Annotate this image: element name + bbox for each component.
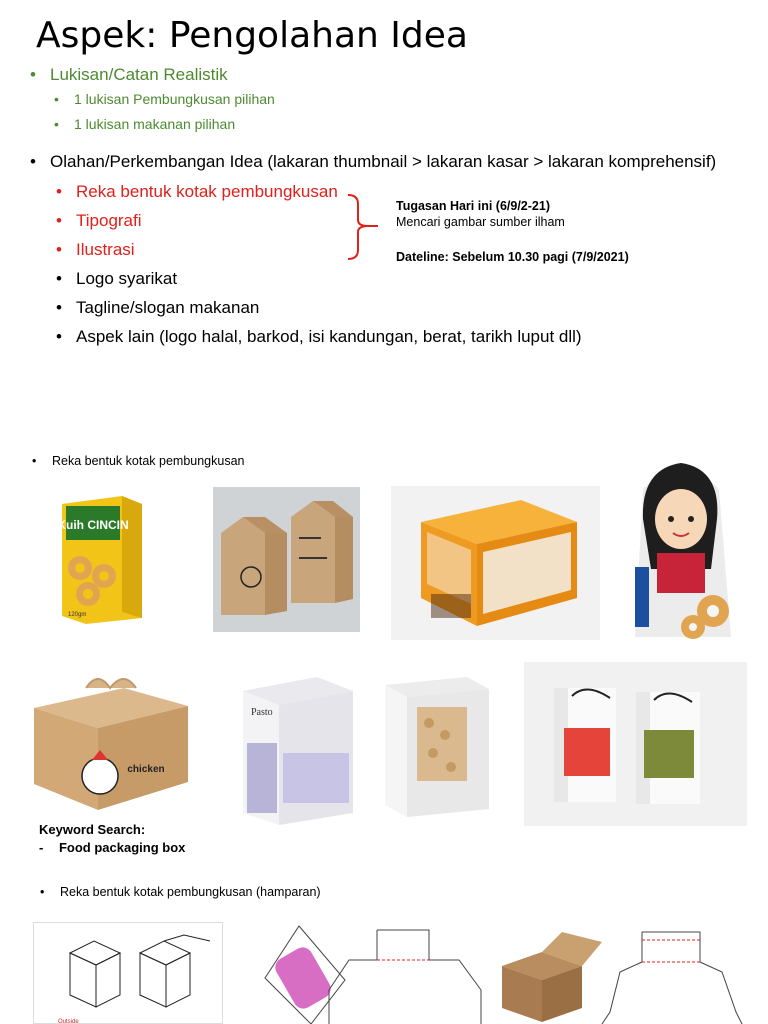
title-prefix: Aspek:	[36, 15, 169, 56]
section2-item: • Tipografi	[56, 211, 142, 230]
section1-item: • 1 lukisan makanan pilihan	[54, 116, 236, 132]
product-image-cake-box	[391, 486, 600, 640]
section2-item: • Aspek lain (logo halal, barkod, isi kandungan, berat, tarikh luput dll)	[56, 327, 582, 346]
template-image-box-net	[33, 922, 223, 1024]
title-main: Pengolahan Idea	[168, 15, 468, 56]
section1-heading: • Lukisan/Catan Realistik	[30, 65, 228, 84]
gallery-heading: • Reka bentuk kotak pembungkusan	[32, 454, 245, 468]
product1-weight: 120gm	[68, 612, 87, 618]
section2-item-text: Tipografi	[76, 211, 142, 230]
section1-item: • 1 lukisan Pembungkusan pilihan	[54, 91, 275, 107]
section2-item-text: Logo syarikat	[76, 269, 178, 288]
note-task: Tugasan Hari ini (6/9/2-21)	[396, 199, 550, 213]
product1-brand: Kuih CINCIN	[57, 518, 129, 532]
keyword-label: Keyword Search:	[39, 822, 146, 837]
product-image-kuih-cincin	[56, 490, 146, 626]
product-image-kraft-cartons	[213, 487, 360, 632]
keyword-item-text: Food packaging box	[58, 840, 186, 855]
gallery-heading-text: Reka bentuk kotak pembungkusan	[52, 454, 245, 468]
template-image-dieline-2	[496, 922, 748, 1024]
note-deadline: Dateline: Sebelum 10.30 pagi (7/9/2021)	[396, 250, 629, 264]
product-image-pasto-boxes	[237, 673, 503, 827]
section1-heading-text: Lukisan/Catan Realistik	[50, 65, 228, 84]
section2-item: • Reka bentuk kotak pembungkusan	[56, 182, 338, 201]
note-subtask: Mencari gambar sumber ilham	[396, 215, 565, 229]
outside-label: Outside	[58, 1019, 79, 1024]
keyword-dash: -	[39, 840, 44, 855]
section2-item: • Tagline/slogan makanan	[56, 298, 260, 317]
section2-item: • Ilustrasi	[56, 240, 135, 259]
section2-item-text: Ilustrasi	[76, 240, 135, 259]
brace-icon	[346, 192, 382, 262]
section2-item: • Logo syarikat	[56, 269, 178, 288]
product5-brand: chicken	[127, 764, 165, 775]
section1-item-text: 1 lukisan Pembungkusan pilihan	[74, 91, 275, 107]
section2-heading-text: Olahan/Perkembangan Idea (lakaran thumbnail > lakaran kasar > lakaran komprehensif)	[50, 152, 717, 171]
product-image-character-box	[621, 449, 747, 647]
section2-item-text: Reka bentuk kotak pembungkusan	[76, 182, 338, 201]
keyword-item	[39, 840, 185, 855]
templates-heading-text: Reka bentuk kotak pembungkusan (hamparan)	[60, 885, 321, 899]
product-image-jar-boxes	[524, 662, 747, 826]
product-image-chicken-box	[28, 666, 196, 814]
page-title	[36, 12, 468, 60]
section2-item-text: Aspek lain (logo halal, barkod, isi kandungan, berat, tarikh luput dll)	[76, 327, 582, 346]
templates-heading: • Reka bentuk kotak pembungkusan (hamparan)	[40, 885, 321, 899]
section2-heading: • Olahan/Perkembangan Idea (lakaran thumbnail > lakaran kasar > lakaran komprehensif)	[30, 152, 717, 171]
product6-brand: Pasto	[251, 707, 273, 718]
section2-item-text: Tagline/slogan makanan	[76, 298, 260, 317]
section1-item-text: 1 lukisan makanan pilihan	[74, 116, 236, 132]
template-image-dieline-1	[259, 920, 489, 1024]
